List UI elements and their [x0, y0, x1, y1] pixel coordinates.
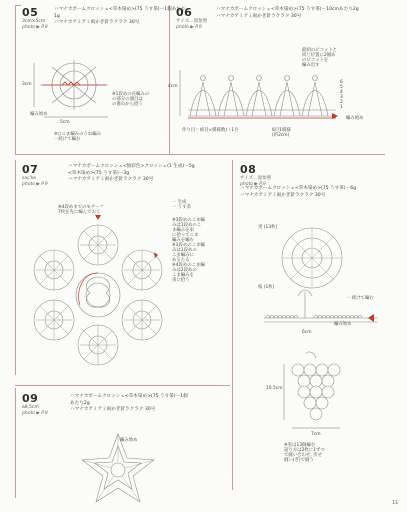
- section-06-line-1: ハマナカボームクロッシェ<草木染め>(75 うす茶)－10cmあたり2g: [216, 7, 359, 12]
- section-07-note-b2: みは1段めの: [172, 248, 197, 253]
- section-05-legend-1: ※○こま編みのうね編み: [54, 132, 102, 137]
- section-05-photo-ref: photo ▶ P.9: [22, 25, 48, 30]
- section-09-line-2: あたり2g: [70, 400, 90, 406]
- section-09-size: a8.5cm: [22, 405, 39, 410]
- section-07-note-a5: 編みを編む: [172, 238, 194, 243]
- section-08-header: [240, 163, 290, 187]
- section-08-size: サイズ…図参照: [240, 176, 272, 181]
- section-07-size: sac'ke: [22, 176, 37, 181]
- page-number: 11: [392, 500, 399, 506]
- section-06-size: サイズ…図参照: [176, 19, 208, 24]
- divider-09-top: [15, 385, 230, 386]
- section-07-line-2: <草木染め>(75 うす茶)－3g: [68, 170, 130, 176]
- section-05-size: 3cm×5cm: [22, 19, 46, 24]
- section-07-photo-ref: photo ▶ P.9: [22, 182, 48, 187]
- section-07-legend: [172, 200, 191, 210]
- section-08-number: 08: [240, 163, 257, 176]
- divider-05-top: [15, 5, 21, 6]
- section-06-row-4: 4: [340, 90, 343, 95]
- section-06-foundation: 作り目＝(6目×模様数)＋1目: [182, 128, 239, 133]
- section-07-materials: [68, 164, 195, 184]
- section-05-number: 05: [22, 6, 39, 19]
- section-07-note-top: [58, 205, 104, 215]
- section-08-grape-diagram: [276, 350, 366, 435]
- section-08-label-branch-width: 6cm: [302, 330, 312, 335]
- section-06-repeat-1: 6目1模様: [272, 128, 291, 133]
- section-06-repeat-2: (約2cm): [272, 133, 290, 138]
- section-08-label-height: 10.5cm: [266, 386, 283, 391]
- section-09-line-1: ハマナカボームクロッシェ<草木染め>(75 うす茶)－1個: [70, 394, 188, 399]
- section-09-materials: [70, 394, 188, 414]
- section-07-note-a1: ※3段めのこま編: [172, 218, 205, 223]
- section-07-legend-1: 一 生成: [172, 200, 187, 205]
- section-08-label-berry: 実 (13枚): [258, 225, 278, 230]
- section-07-note-top-2: 7枚を先に編んでおく: [58, 210, 101, 215]
- section-08-label-branch: 枝 (1枚): [258, 285, 275, 290]
- section-06-note-2: 同じ位置に2個め: [302, 53, 336, 58]
- section-06-photo-ref: photo ▶ P.9: [176, 25, 202, 30]
- section-08-line-2: ハマナカアミアミ両かぎ針ラクラク 30号: [240, 192, 326, 198]
- section-05-line-2: 1g: [54, 13, 60, 19]
- section-08-photo-ref: photo ▶ P.9: [240, 182, 266, 187]
- section-05-note-1: ※1段めの長編みの: [112, 92, 150, 97]
- section-06-start: 編み始め: [346, 116, 364, 121]
- section-08-note: [284, 443, 325, 463]
- section-05-line-1: ハマナカボームクロッシェ<草木染め>(75 うす茶)－1個あたり: [54, 7, 186, 12]
- section-07-legend-2: 一 うす茶: [172, 205, 191, 210]
- section-05-label-start: 編み始め: [30, 112, 48, 117]
- section-07-line-1: ハマナカボームクロッシェ<無彩色>クロッシェ(1 生成)－5g: [68, 164, 195, 169]
- section-08-note-2: 話り方は2枚に1ずつ: [284, 448, 325, 453]
- section-05-note: [112, 92, 149, 107]
- section-07-note-b4: あるたる: [172, 258, 190, 263]
- section-06-note-1: 最初のピコットと: [302, 48, 338, 53]
- section-09-header: [22, 392, 72, 416]
- section-07-note-b3: こま編みに: [172, 253, 194, 258]
- section-06-repeat: [272, 128, 291, 138]
- section-09-label-start: 編み始め: [120, 438, 138, 443]
- section-09-photo-ref: photo ▶ P.9: [22, 411, 48, 416]
- section-06-line-2: ハマナカアミアミ両かぎ針ラクラク 30号: [216, 13, 302, 19]
- section-06-label-height: 4cm: [168, 84, 178, 89]
- section-05-label-width: 5cm: [60, 120, 70, 125]
- section-05-materials: [54, 7, 186, 27]
- section-07-note-a2: みは1段めのこ: [172, 223, 202, 228]
- section-08-branch-chart: [258, 288, 388, 338]
- section-07-line-3: ハマナカアミアミ両かぎ針ラクラク 30号: [68, 177, 154, 183]
- section-05-note-2: の部分の頭目は: [112, 97, 143, 102]
- section-06-row-6: 6: [340, 80, 343, 85]
- section-08-label-start: 編み始め: [334, 322, 352, 327]
- section-08-note-4: 縫い(ぎ)で縫う: [284, 458, 314, 463]
- section-06-row-numbers: [340, 80, 343, 110]
- section-08-materials: [240, 186, 356, 199]
- divider-06-vertical: [169, 5, 170, 155]
- section-06-note-3: のピコットを: [302, 58, 329, 63]
- section-09-star-chart: [78, 432, 158, 507]
- section-07-number: 07: [22, 163, 39, 176]
- section-06-row-5: 5: [340, 85, 343, 90]
- section-08-note-3: で縫い合わせ, 伏せ: [284, 453, 322, 458]
- divider-09-vertical: [15, 388, 16, 498]
- section-06-row-3: 3: [340, 95, 343, 100]
- section-07-note-c1: ※4段めのこま編: [172, 263, 205, 268]
- section-08-line-1: ハマナカボームクロッシェ<草木染め>(75 うす茶)－6g: [240, 186, 357, 191]
- section-08-note-1: ※実は13個編む: [284, 443, 316, 448]
- section-09-line-3: ハマナカアミアミ両かぎ針ラクラク 30号: [70, 407, 156, 413]
- section-07-note-a3: ま編みを束: [172, 228, 194, 233]
- divider-07-vertical: [15, 160, 16, 375]
- section-05-label-height: 3cm: [22, 82, 32, 87]
- section-07-note-c3: こま編みを: [172, 273, 194, 278]
- section-08-label-continue: 一 続けて編む: [346, 296, 374, 301]
- section-07-note-b1: ※3段めのこま編: [172, 243, 205, 248]
- section-05-legend-2: 一続けて編む: [54, 137, 81, 142]
- section-06-row-1: 1: [340, 105, 343, 110]
- section-05-note-3: の裏山から拾う: [112, 102, 143, 107]
- section-07-flower-chart: [18, 215, 178, 375]
- section-07-note-top-1: ※4段めまでのモチーフ: [58, 205, 104, 210]
- section-05-line-3: ハマナカアミアミ両かぎ針ラクラク 30号: [54, 20, 140, 26]
- section-05-legend: [54, 132, 101, 142]
- section-07-note-c2: みは2段めの: [172, 268, 197, 273]
- section-07-note-a4: に拾ってこま: [172, 233, 199, 238]
- section-07-note-c4: 束に拾う: [172, 278, 190, 283]
- section-08-label-width: 7cm: [311, 432, 321, 437]
- section-06-note-4: 編み出す: [302, 63, 320, 68]
- section-06-number: 06: [176, 6, 193, 19]
- section-06-row-2: 2: [340, 100, 343, 105]
- section-09-number: 09: [22, 392, 39, 405]
- divider-08-vertical: [232, 160, 233, 490]
- divider-05-vertical: [15, 5, 16, 155]
- section-06-materials: [216, 7, 359, 20]
